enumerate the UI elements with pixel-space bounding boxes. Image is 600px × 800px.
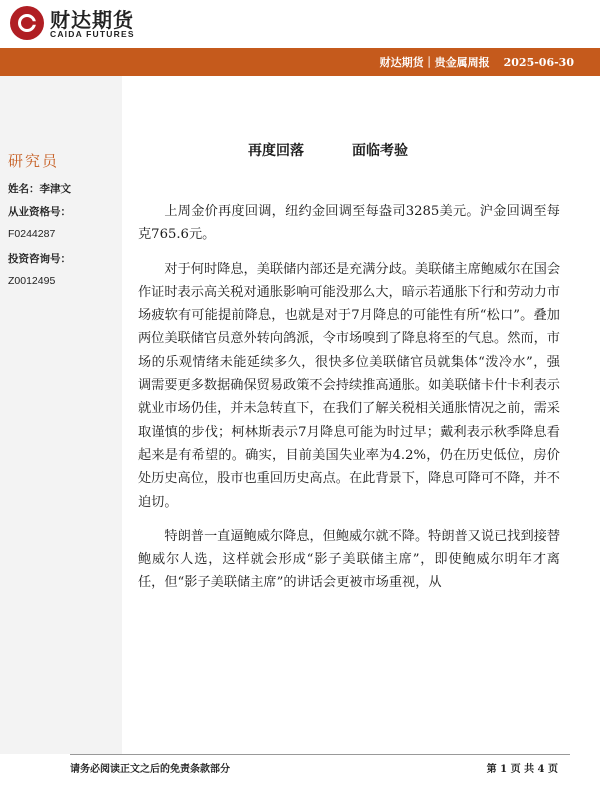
paragraph: 对于何时降息，美联储内部还是充满分歧。美联储主席鲍威尔在国会作证时表示高关税对通胀影响可能没那么大，暗示若通胀下行和劳动力市场疲软有可能提前降息，也就是对于7月降息的可能性有所“松口”。叠加两位美联储官员意外转向鸽派，令市场嗅到了降息将至的气息。然而，市场的乐观情绪未能延续多久，很快多位美联储官员就集体“泼冷水”，强调需要更多数据确保贸易政策不会持续推高通胀。如美联储卡什卡利表示就业市场仍佳，并未急转直下，在我们了解关税相关通胀情况之前，需采取谨慎的步伐；柯林斯表示7月降息可能为时过早；戴利表示秋季降息看起来是有希望的。确实，目前美国失业率为4.2%，仍在历史低位，房价处历史高位，股市也重回历史高点。在此背景下，降息可降可不降，并不迫切。 <box>138 261 561 510</box>
report-date: 2025-06-30 <box>503 56 574 69</box>
consult-number: Z0012495 <box>8 275 56 287</box>
brand-name-en: CAIDA FUTURES <box>50 29 135 39</box>
document-title <box>248 140 408 160</box>
title-part-1: 再度回落 <box>248 143 304 159</box>
report-series: 财达期货｜贵金属周报 <box>379 56 490 69</box>
qualification-number: F0244287 <box>8 228 56 240</box>
brand-name-cn: 财达期货 <box>50 8 134 32</box>
consult-label: 投资咨询号： <box>8 253 71 265</box>
paragraph: 上周金价再度回调，纽约金回调至每盎司3285美元。沪金回调至每克765.6元。 <box>138 204 560 243</box>
paragraph: 特朗普一直逼鲍威尔降息，但鲍威尔就不降。特朗普又说已找到接替鲍威尔人选，这样就会形成“影子美联储主席”，即使鲍威尔明年才离任，但“影子美联储主席”的讲话会更被市场重视，从 <box>138 528 561 591</box>
sidebar <box>0 76 122 754</box>
caida-logo-icon <box>10 6 44 40</box>
title-part-2: 面临考验 <box>352 143 408 159</box>
article-body <box>138 200 560 606</box>
researcher-name: 姓名：李津文 <box>8 183 71 195</box>
banner-text <box>380 54 574 70</box>
disclaimer-note: 请务必阅读正文之后的免责条款部分 <box>70 764 230 775</box>
qualification-label: 从业资格号： <box>8 206 71 218</box>
page-header <box>0 0 600 48</box>
page-number: 第 1 页 共 4 页 <box>486 764 558 775</box>
researcher-heading: 研究员 <box>8 152 60 170</box>
report-banner <box>0 48 600 76</box>
footer-divider <box>70 754 570 755</box>
